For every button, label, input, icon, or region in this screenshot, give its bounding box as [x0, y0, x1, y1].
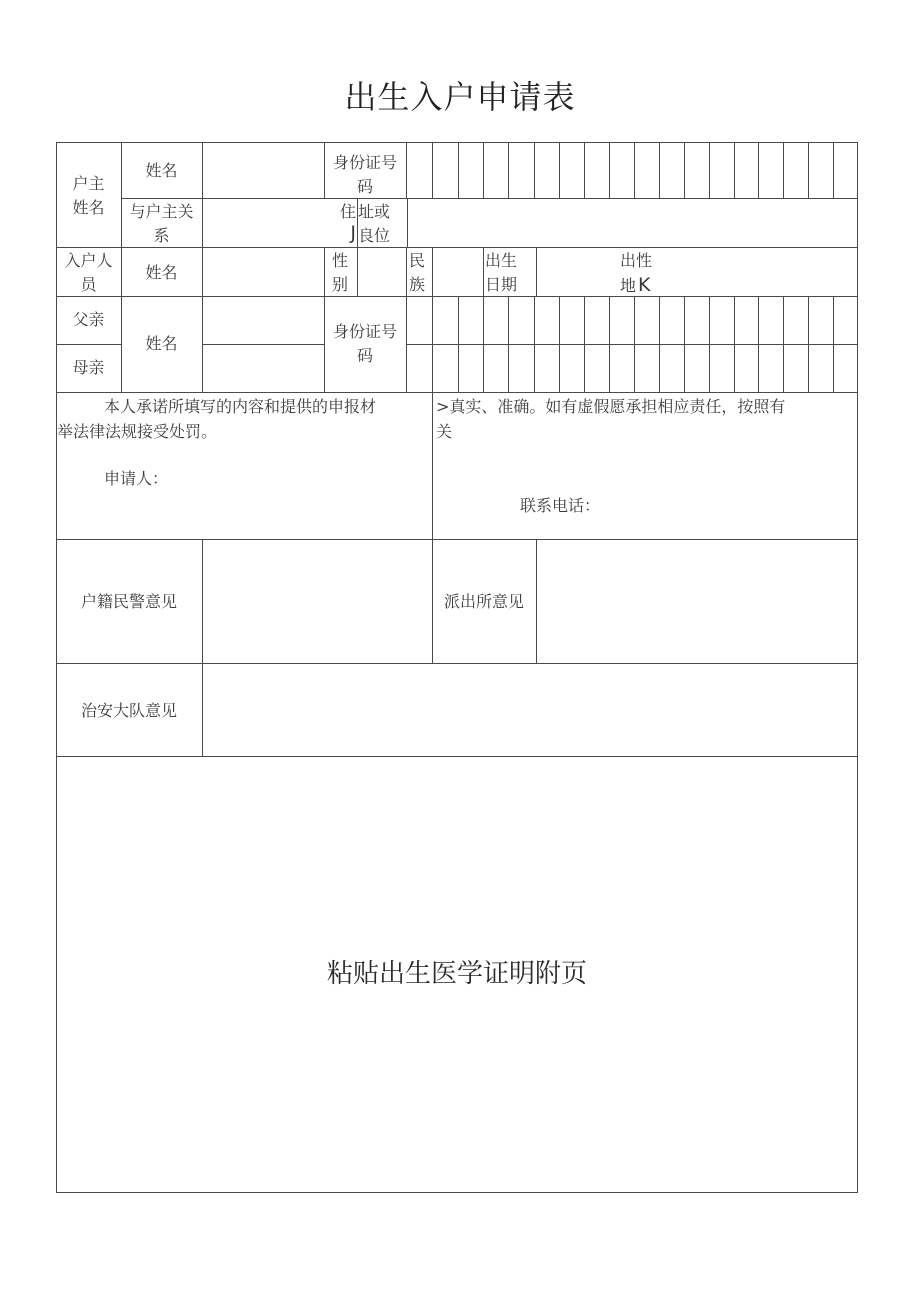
birthplace-field[interactable]: [690, 248, 857, 296]
phone-field[interactable]: [604, 488, 854, 528]
station-opinion-label: 派出所意见: [443, 592, 524, 611]
newcomer-name-label: 姓名: [145, 263, 178, 282]
address-field[interactable]: [408, 199, 857, 247]
declaration-left-line1: 本人承诺所填写的内容和提供的申报材: [104, 397, 377, 416]
declaration-right-line1: >真实、准确。如有虚假愿承担相应责任，按照有: [436, 397, 786, 416]
mother-id-digit-boxes[interactable]: [407, 345, 857, 392]
ethnicity-label: 民 族: [409, 251, 426, 294]
security-team-opinion-label: 治安大队意见: [80, 701, 177, 720]
gender-label: 性 别: [332, 251, 349, 294]
householder-name-field[interactable]: [203, 143, 324, 198]
address-label-right: 址或 良位: [358, 202, 391, 245]
police-officer-opinion-label: 户籍民警意见: [80, 592, 177, 611]
mother-label: 母亲: [72, 358, 105, 377]
birthplace-label: 出性 地 K: [620, 251, 653, 296]
phone-label: 联系电话：: [520, 496, 601, 515]
mother-name-field[interactable]: [203, 345, 324, 392]
applicant-label: 申请人：: [104, 469, 169, 488]
ethnicity-field[interactable]: [433, 248, 483, 296]
attachment-label: 粘贴出生医学证明附页: [326, 959, 587, 989]
birthdate-field[interactable]: [537, 248, 613, 296]
declaration-right-line2: 关: [436, 422, 453, 441]
householder-id-digit-boxes[interactable]: [407, 143, 857, 198]
father-label: 父亲: [72, 310, 105, 329]
householder-label: 户主 姓名: [72, 174, 105, 217]
form-title: 出生入户申请表: [344, 78, 576, 116]
householder-id-label: 身份证号 码: [332, 153, 397, 196]
father-name-field[interactable]: [203, 297, 324, 344]
police-officer-opinion-field[interactable]: [203, 540, 432, 663]
declaration-left-line2: 举法律法规接受处罚。: [57, 422, 218, 441]
station-opinion-field[interactable]: [537, 540, 857, 663]
gender-field[interactable]: [358, 248, 406, 296]
parents-name-label: 姓名: [145, 334, 178, 353]
father-id-digit-boxes[interactable]: [407, 297, 857, 344]
relation-label: 与户主关 系: [129, 202, 194, 245]
householder-name-label: 姓名: [145, 161, 178, 180]
security-team-opinion-field[interactable]: [203, 664, 857, 756]
parents-id-label: 身份证号 码: [332, 322, 397, 365]
birthdate-label: 出生 日期: [485, 251, 518, 294]
address-label-left: 住 J: [340, 202, 357, 244]
attachment-area[interactable]: [57, 757, 857, 947]
newcomer-name-field[interactable]: [203, 248, 324, 296]
newcomer-label: 入户人 员: [64, 251, 113, 294]
relation-field[interactable]: [203, 199, 357, 247]
applicant-signature-field[interactable]: [180, 460, 420, 530]
